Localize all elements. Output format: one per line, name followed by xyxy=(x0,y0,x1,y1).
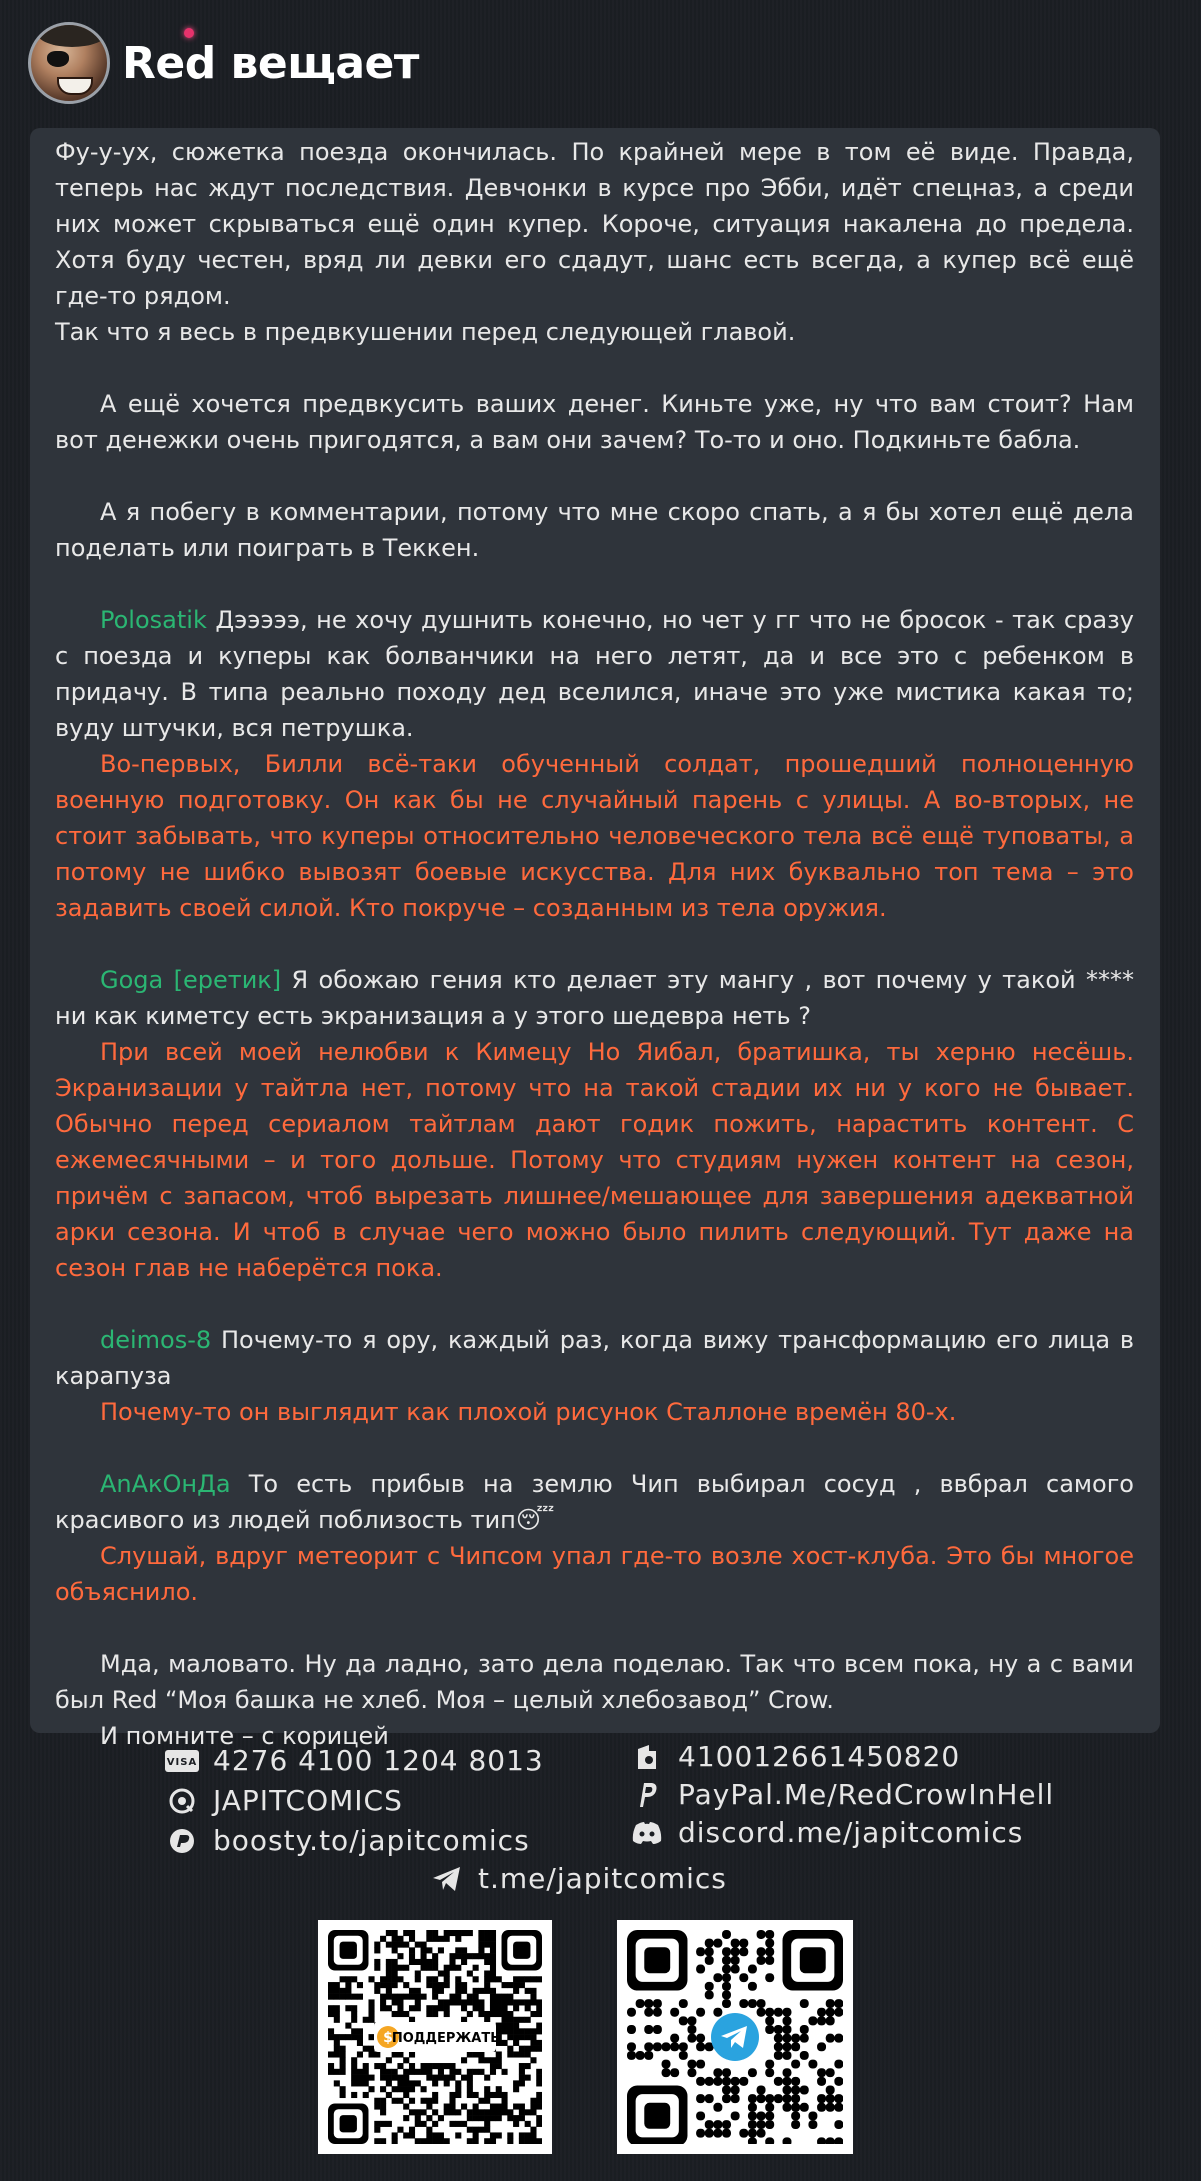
boosty-icon xyxy=(165,1826,199,1856)
telegram-link[interactable]: t.me/japitcomics xyxy=(478,1862,727,1895)
comment xyxy=(55,602,1134,746)
comment xyxy=(55,1322,1134,1394)
svg-text:$: $ xyxy=(383,2030,393,2046)
donate-badge xyxy=(374,2022,500,2052)
comment xyxy=(55,1466,1134,1538)
comment-reply: Почему-то он выглядит как плохой рисунок Сталлоне времён 80-х. xyxy=(100,1398,957,1426)
comment-nick[interactable]: Goga [еретик] xyxy=(100,966,282,994)
qiwi-row[interactable] xyxy=(165,1784,403,1817)
telegram-row[interactable] xyxy=(430,1862,727,1895)
svg-text:VISA: VISA xyxy=(166,1756,198,1768)
yoomoney-icon xyxy=(630,1742,664,1772)
paypal-link[interactable]: PayPal.Me/RedCrowInHell xyxy=(678,1778,1055,1811)
comment-reply: Во-первых, Билли всё-таки обученный солдат, прошедший полноценную военную подготовку. Он как бы не случайный парень с улицы. А во-вторых, не стоит забывать, что куперы относительно человеческого тела всё ещё туповаты, а потому не шибко вывозят боевые искусства. Для них буквально топ тема – это задавить своей силой. Кто покруче – созданным из тела оружия. xyxy=(55,750,1134,922)
comment-text: То есть прибыв на землю Чип выбирал сосуд , ввбрал самого красивого из людей поблизость тип😴 xyxy=(55,1470,1134,1534)
telegram-icon xyxy=(430,1864,464,1894)
intro-text-2: Так что я весь в предвкушении перед следующей главой. xyxy=(55,318,796,346)
avatar xyxy=(28,22,110,104)
discord-icon xyxy=(630,1818,664,1848)
boosty-row[interactable] xyxy=(165,1824,530,1857)
comments-intro-text: А я побегу в комментарии, потому что мне скоро спать, а я бы хотел ещё дела поделать или поиграть в Теккен. xyxy=(55,498,1134,562)
comment-nick[interactable]: Polosatik xyxy=(100,606,207,634)
visa-card-icon xyxy=(165,1746,199,1776)
qiwi-account: JAPITCOMICS xyxy=(213,1784,403,1817)
paypal-icon xyxy=(630,1780,664,1810)
comment-text: Почему-то я ору, каждый раз, когда вижу трансформацию его лица в карапуза xyxy=(55,1326,1134,1390)
sparkle-icon xyxy=(184,28,194,38)
comment-nick[interactable]: deimos-8 xyxy=(100,1326,212,1354)
comment-reply: Слушай, вдруг метеорит с Чипсом упал где-то возле хост-клуба. Это бы многое объяснило. xyxy=(55,1542,1134,1606)
page-title xyxy=(122,38,419,89)
visa-row[interactable] xyxy=(165,1744,544,1777)
header xyxy=(28,20,419,106)
donation-footer xyxy=(0,1740,1201,2180)
comment-reply: При всей моей нелюбви к Кимецу Но Яибал, братишка, ты херню несёшь. Экранизации у тайтла нет, потому что на такой стадии их ни у кого не бывает. Обычно перед сериалом тайтлам дают годик пожить, нарастить контент. С ежемесячными – и того дольше. Потому что студиям нужен контент на сезон, причём с запасом, чтоб вырезать лишнее/мешающее для завершения адекватной арки сезона. И чтоб в случае чего можно было пилить следующий. Тут даже на сезон глав не наберётся пока. xyxy=(55,1038,1134,1282)
discord-row[interactable] xyxy=(630,1816,1023,1849)
donate-qr-code[interactable] xyxy=(318,1920,552,2154)
paypal-row[interactable] xyxy=(630,1778,1054,1811)
outro-text: Мда, маловато. Ну да ладно, зато дела поделаю. Так что всем пока, ну а с вами был Red “Моя башка не хлеб. Моя – целый хлебозавод” Crow. xyxy=(55,1650,1134,1714)
qiwi-icon xyxy=(165,1786,199,1816)
comment-nick[interactable]: AnAкОнДа xyxy=(100,1470,231,1498)
discord-link[interactable]: discord.me/japitcomics xyxy=(678,1816,1024,1849)
yoomoney-row[interactable] xyxy=(630,1740,960,1773)
telegram-qr-code[interactable] xyxy=(617,1920,853,2154)
visa-number: 4276 4100 1204 8013 xyxy=(213,1744,544,1777)
comment-text: Дэээээ, не хочу душнить конечно, но чет у гг что не бросок - так сразу с поезда и куперы как болванчики на него летят, да и все это с ребенком в придачу. В типа реально походу дед вселился, иначе это уже мистика какая то; вуду штучки, вся петрушка. xyxy=(55,606,1134,742)
signoff-text: И помните – с корицей xyxy=(100,1722,389,1750)
donate-label: ПОДДЕРЖАТЬ xyxy=(391,2031,501,2046)
page-title-text: Red вещает xyxy=(122,37,419,89)
boosty-link[interactable]: boosty.to/japitcomics xyxy=(213,1824,530,1857)
money-text: А ещё хочется предвкусить ваших денег. Киньте уже, ну что вам стоит? Нам вот денежки очень пригодятся, а вам они зачем? То-то и оно. Подкиньте бабла. xyxy=(55,390,1134,454)
yoomoney-number: 410012661450820 xyxy=(678,1740,961,1773)
comment xyxy=(55,962,1134,1034)
post-panel xyxy=(30,128,1160,1750)
intro-text: Фу-у-ух, сюжетка поезда окончилась. По крайней мере в том её виде. Правда, теперь нас ждут последствия. Девчонки в курсе про Эбби, идёт спецназ, а среди них может скрываться ещё один купер. Короче, ситуация накалена до предела. Хотя буду честен, вряд ли девки его сдадут, шанс есть всегда, а купер всё ещё где-то рядом. xyxy=(55,138,1134,310)
comment-text: Я обожаю гения кто делает эту мангу , вот почему у такой **** ни как киметсу есть экранизация а у этого шедевра неть ? xyxy=(55,966,1135,1030)
